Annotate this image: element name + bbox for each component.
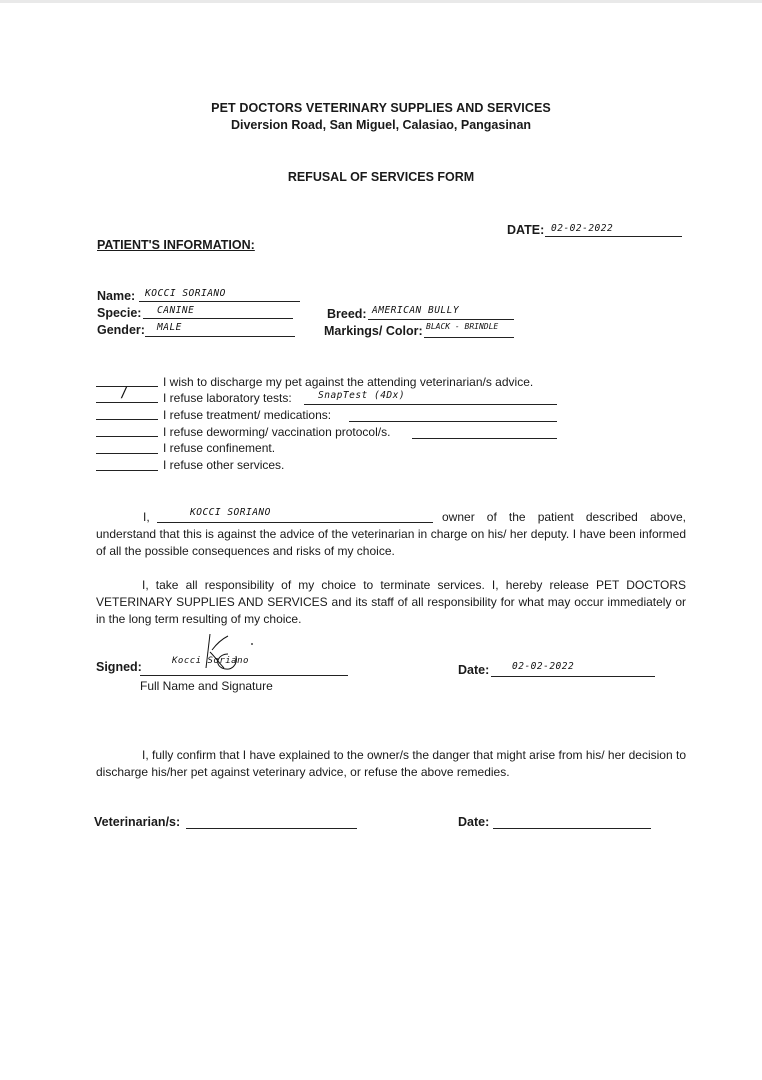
option-blank-other[interactable] <box>96 470 158 471</box>
owner-name-value[interactable]: KOCCI SORIANO <box>190 507 271 518</box>
name-label: Name: <box>97 289 136 303</box>
option-label-confinement: I refuse confinement. <box>163 441 276 455</box>
statement-prefix: I, <box>143 510 150 524</box>
gender-value[interactable]: MALE <box>157 322 182 333</box>
markings-value[interactable]: BLACK - BRINDLE <box>426 322 499 331</box>
option-blank-lab[interactable] <box>96 402 158 403</box>
patient-section-title: PATIENT'S INFORMATION: <box>97 238 255 252</box>
option-label-treatment: I refuse treatment/ medications: <box>163 408 332 422</box>
option-blank-deworming[interactable] <box>96 436 158 437</box>
name-underline <box>139 301 300 302</box>
responsibility-paragraph: I, take all responsibility of my choice to terminate services. I, hereby release PET DOCTORS VETERINARY SUPPLIES AND SERVICES and its staff of all responsibility for what may occur immediately or in the long term resulting of my choice. <box>96 578 686 626</box>
signature-date-label: Date: <box>458 663 490 677</box>
signature-date-underline <box>491 676 655 677</box>
specie-underline <box>143 318 293 319</box>
form-title: REFUSAL OF SERVICES FORM <box>287 170 475 184</box>
option-blank-treatment[interactable] <box>96 419 158 420</box>
option-label-lab: I refuse laboratory tests: <box>163 391 292 405</box>
name-value[interactable]: KOCCI SORIANO <box>145 288 226 299</box>
option-label-other: I refuse other services. <box>163 458 285 472</box>
option-check-lab: / <box>120 385 129 401</box>
confirmation-paragraph: I, fully confirm that I have explained to the owner/s the danger that might arise from his/ her decision to discharge his/her pet against veterinary advice, or refuse the above remedies. <box>96 748 686 779</box>
vet-label: Veterinarian/s: <box>94 815 181 829</box>
markings-underline <box>424 337 514 338</box>
responsibility-text <box>96 577 686 628</box>
option-label-deworming: I refuse deworming/ vaccination protocol/s. <box>163 425 391 439</box>
lab-detail-underline <box>304 404 557 405</box>
signature-scribble-icon[interactable] <box>166 630 290 676</box>
company-address: Diversion Road, San Miguel, Calasiao, Pangasinan <box>230 118 532 132</box>
lab-detail-value[interactable]: SnapTest (4Dx) <box>318 390 406 401</box>
company-name: PET DOCTORS VETERINARY SUPPLIES AND SERVICES <box>211 101 551 115</box>
markings-label: Markings/ Color: <box>324 324 423 338</box>
date-label: DATE: <box>507 223 545 237</box>
statement-line1-suffix: owner of the patient described above, <box>442 510 686 524</box>
date-underline <box>545 236 682 237</box>
specie-label: Specie: <box>97 306 142 320</box>
option-blank-confinement[interactable] <box>96 453 158 454</box>
vet-date-underline[interactable] <box>493 828 651 829</box>
vet-underline[interactable] <box>186 828 357 829</box>
option-label-discharge: I wish to discharge my pet against the attending veterinarian/s advice. <box>163 375 534 389</box>
vet-date-label: Date: <box>458 815 490 829</box>
owner-name-underline <box>157 522 433 523</box>
breed-value[interactable]: AMERICAN BULLY <box>372 305 460 316</box>
breed-underline <box>368 319 514 320</box>
signature-caption: Full Name and Signature <box>140 679 273 693</box>
date-value[interactable]: 02-02-2022 <box>551 223 614 234</box>
deworming-detail-underline[interactable] <box>412 438 557 439</box>
statement-text: understand that this is against the advice of the veterinarian in charge on his/ her deputy. I have been informed of all the possible consequences and risks of my choice. <box>96 527 686 558</box>
scan-edge <box>0 0 762 3</box>
treatment-detail-underline[interactable] <box>349 421 557 422</box>
signature-name: Kocci Soriano <box>172 656 249 666</box>
gender-underline <box>145 336 295 337</box>
signature-date-value[interactable]: 02-02-2022 <box>512 661 575 672</box>
signed-label: Signed: <box>96 660 142 674</box>
confirmation-text <box>96 747 686 781</box>
gender-label: Gender: <box>97 323 145 337</box>
specie-value[interactable]: CANINE <box>157 305 195 316</box>
breed-label: Breed: <box>327 307 367 321</box>
